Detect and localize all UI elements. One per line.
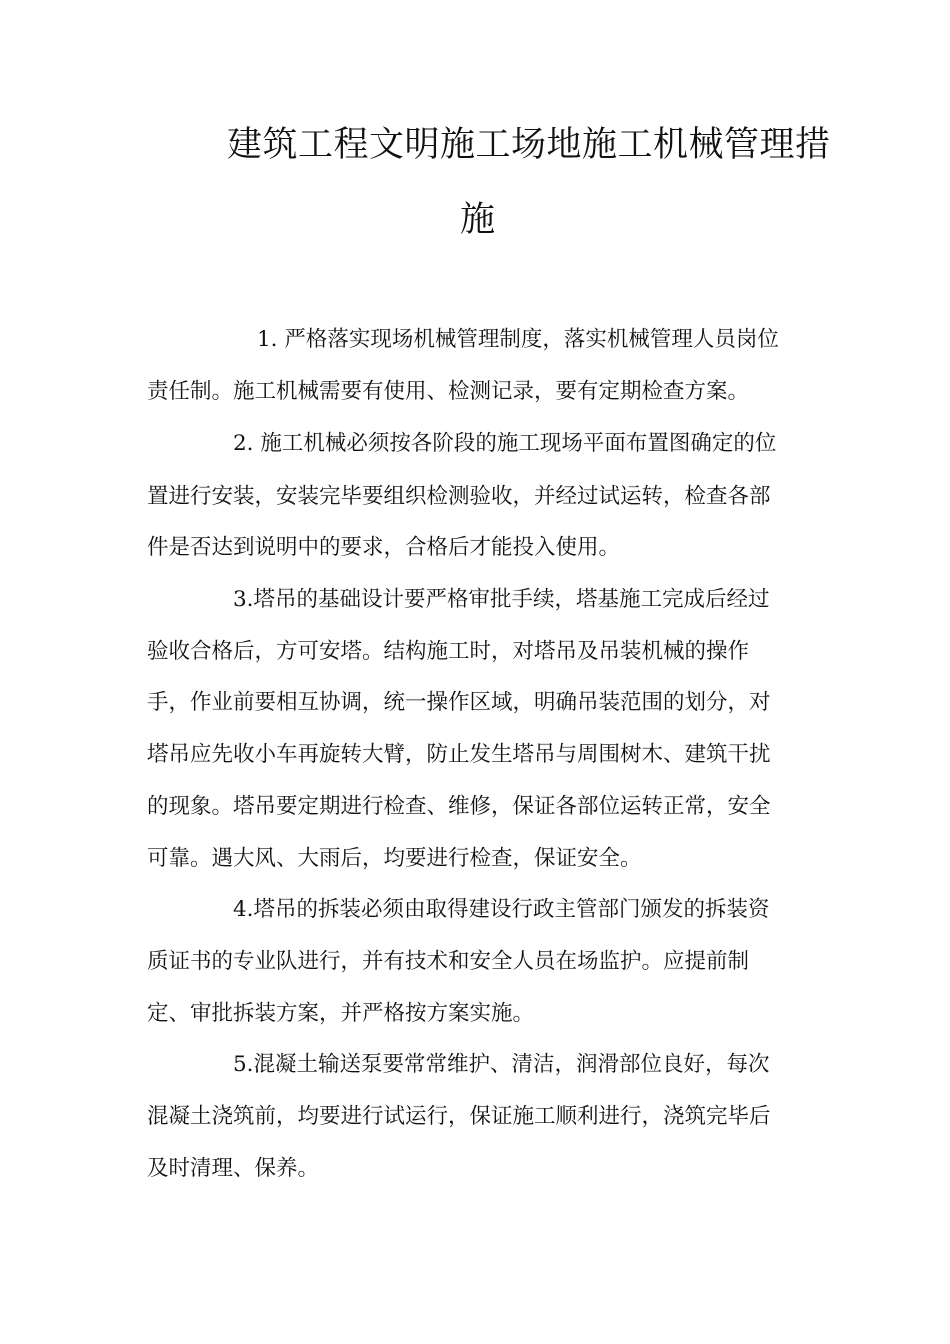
document-title-line-1: 建筑工程文明施工场地施工机械管理措	[227, 125, 831, 165]
paragraph-4-line-2: 质证书的专业队进行，并有技术和安全人员在场监护。应提前制	[147, 949, 750, 974]
paragraph-2-line-3: 件是否达到说明中的要求，合格后才能投入使用。	[147, 535, 621, 560]
paragraph-3-line-1: 3.塔吊的基础设计要严格审批手续，塔基施工完成后经过	[233, 587, 770, 612]
paragraph-5-line-3: 及时清理、保养。	[147, 1156, 320, 1181]
paragraph-3-line-4: 塔吊应先收小车再旋转大臂，防止发生塔吊与周围树木、建筑干扰	[147, 742, 771, 767]
document-title-line-2: 施	[460, 200, 496, 240]
paragraph-2-line-2: 置进行安装，安装完毕要组织检测验收，并经过试运转，检查各部	[147, 484, 771, 509]
paragraph-1-line-2: 责任制。施工机械需要有使用、检测记录，要有定期检查方案。	[147, 379, 750, 404]
paragraph-2-line-1: 2. 施工机械必须按各阶段的施工现场平面布置图确定的位	[233, 431, 777, 456]
paragraph-4-line-1: 4.塔吊的拆装必须由取得建设行政主管部门颁发的拆装资	[233, 897, 770, 922]
paragraph-4-line-3: 定、审批拆装方案，并严格按方案实施。	[147, 1001, 535, 1026]
paragraph-3-line-5: 的现象。塔吊要定期进行检查、维修，保证各部位运转正常，安全	[147, 794, 771, 819]
paragraph-3-line-6: 可靠。遇大风、大雨后，均要进行检查，保证安全。	[147, 846, 642, 871]
paragraph-1-line-1: 1. 严格落实现场机械管理制度，落实机械管理人员岗位	[257, 327, 779, 352]
paragraph-5-line-2: 混凝土浇筑前，均要进行试运行，保证施工顺利进行，浇筑完毕后	[147, 1104, 771, 1129]
paragraph-3-line-3: 手，作业前要相互协调，统一操作区域，明确吊装范围的划分，对	[147, 690, 771, 715]
paragraph-5-line-1: 5.混凝土输送泵要常常维护、清洁，润滑部位良好，每次	[233, 1052, 770, 1077]
paragraph-3-line-2: 验收合格后，方可安塔。结构施工时，对塔吊及吊装机械的操作	[147, 639, 750, 664]
